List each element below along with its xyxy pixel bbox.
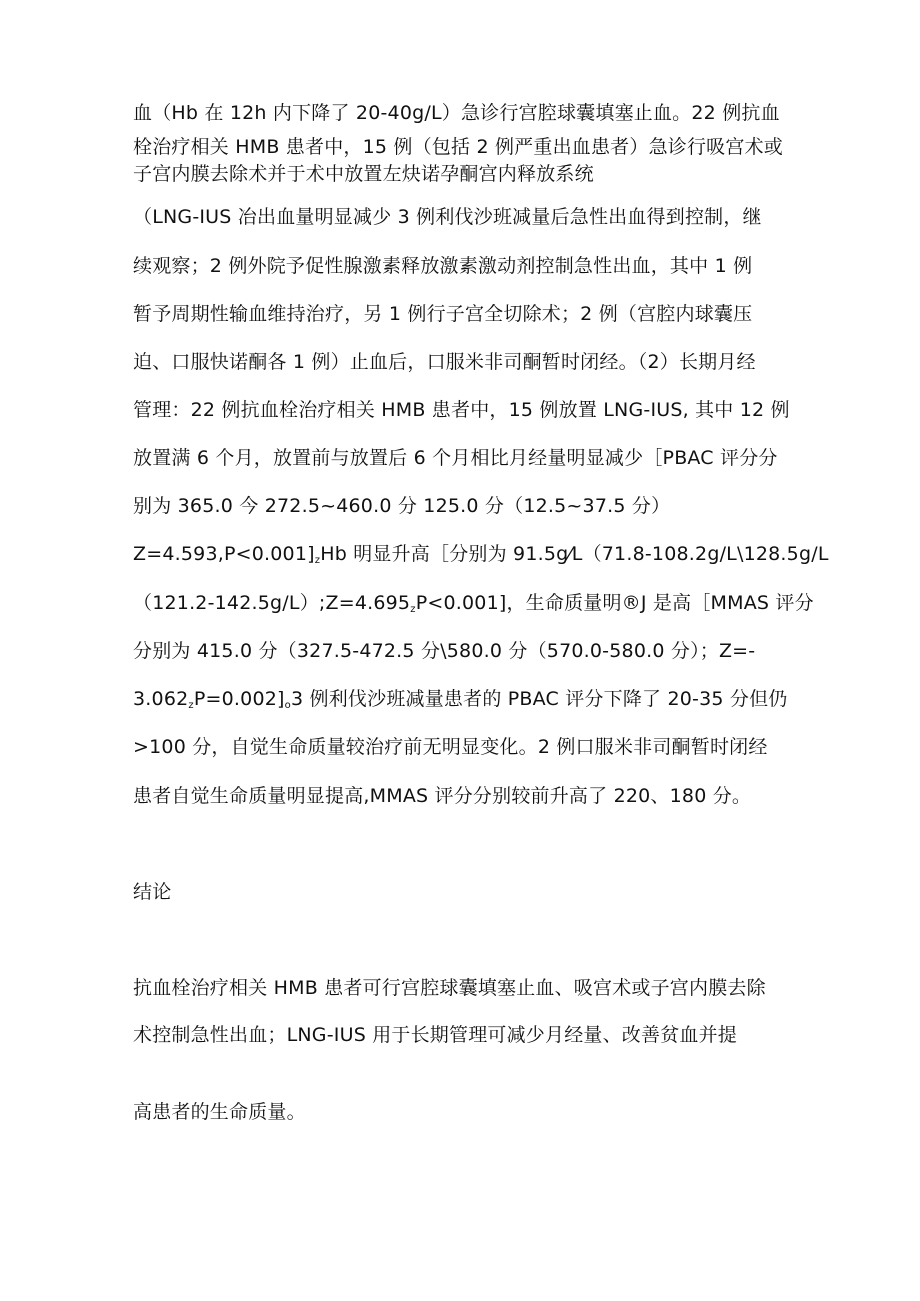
text-line: 暂予周期性输血维持治疗，另 1 例行子宫全切除术；2 例（宫腔内球囊压 [133, 303, 753, 325]
text-line [133, 591, 814, 615]
text-line: 血（Hb 在 12h 内下降了 20-40g/L）急诊行宫腔球囊填塞止血。22 例抗血 [133, 102, 780, 124]
text-span: Z=4.593,P<0.001] [133, 543, 315, 565]
text-line: 高患者的生命质量。 [133, 1101, 306, 1123]
subscript: z [188, 700, 194, 711]
text-line: 术控制急性出血；LNG-IUS 用于长期管理可减少月经量、改善贫血并提 [133, 1024, 737, 1046]
subscript: o [284, 700, 291, 711]
text-line [133, 542, 829, 566]
subscript: z [314, 555, 321, 566]
text-line: 子宫内膜去除术并于术中放置左炔诺孕酮宫内释放系统 [133, 163, 594, 185]
subscript: z [410, 604, 416, 615]
text-span: P<0.001]，生命质量明®J 是高［MMAS 评分 [415, 592, 814, 614]
text-line: 放置满 6 个月，放置前与放置后 6 个月相比月经量明显减少［PBAC 评分分 [133, 447, 778, 469]
text-span: （121.2-142.5g/L）;Z=4.695 [133, 592, 411, 614]
text-line: 分别为 415.0 分（327.5-472.5 分\580.0 分（570.0-580.0 分）；Z=- [133, 640, 756, 662]
text-line: 患者自觉生命质量明显提高,MMAS 评分分别较前升高了 220、180 分。 [133, 785, 752, 807]
text-span: 3 例利伐沙班减量患者的 PBAC 评分下降了 20-35 分但仍 [290, 688, 788, 710]
text-span: P=0.002] [193, 688, 285, 710]
text-line: 栓治疗相关 HMB 患者中，15 例（包括 2 例严重出血患者）急诊行吸宫术或 [133, 136, 783, 158]
text-line: 抗血栓治疗相关 HMB 患者可行宫腔球囊填塞止血、吸宫术或子宫内膜去除 [133, 977, 766, 999]
text-line: >100 分，自觉生命质量较治疗前无明显变化。2 例口服米非司酮暂时闭经 [133, 736, 768, 758]
text-line [133, 687, 788, 711]
text-line: 迫、口服快诺酮各 1 例）止血后，口服米非司酮暂时闭经。（2）长期月经 [133, 351, 756, 373]
text-line: 别为 365.0 今 272.5~460.0 分 125.0 分（12.5~37.5 分） [133, 495, 671, 517]
text-line: （LNG-IUS 冶出血量明显减少 3 例利伐沙班减量后急性出血得到控制，继 [133, 206, 762, 228]
section-heading: 结论 [133, 881, 172, 903]
text-span: Hb 明显升高［分别为 91.5g⁄L（71.8-108.2g/L\128.5g/L [320, 543, 829, 565]
text-line: 管理：22 例抗血栓治疗相关 HMB 患者中，15 例放置 LNG-IUS, 其中 12 例 [133, 399, 790, 421]
text-line: 续观察；2 例外院予促性腺激素释放激素激动剂控制急性出血，其中 1 例 [133, 255, 753, 277]
text-span: 3.062 [133, 688, 189, 710]
